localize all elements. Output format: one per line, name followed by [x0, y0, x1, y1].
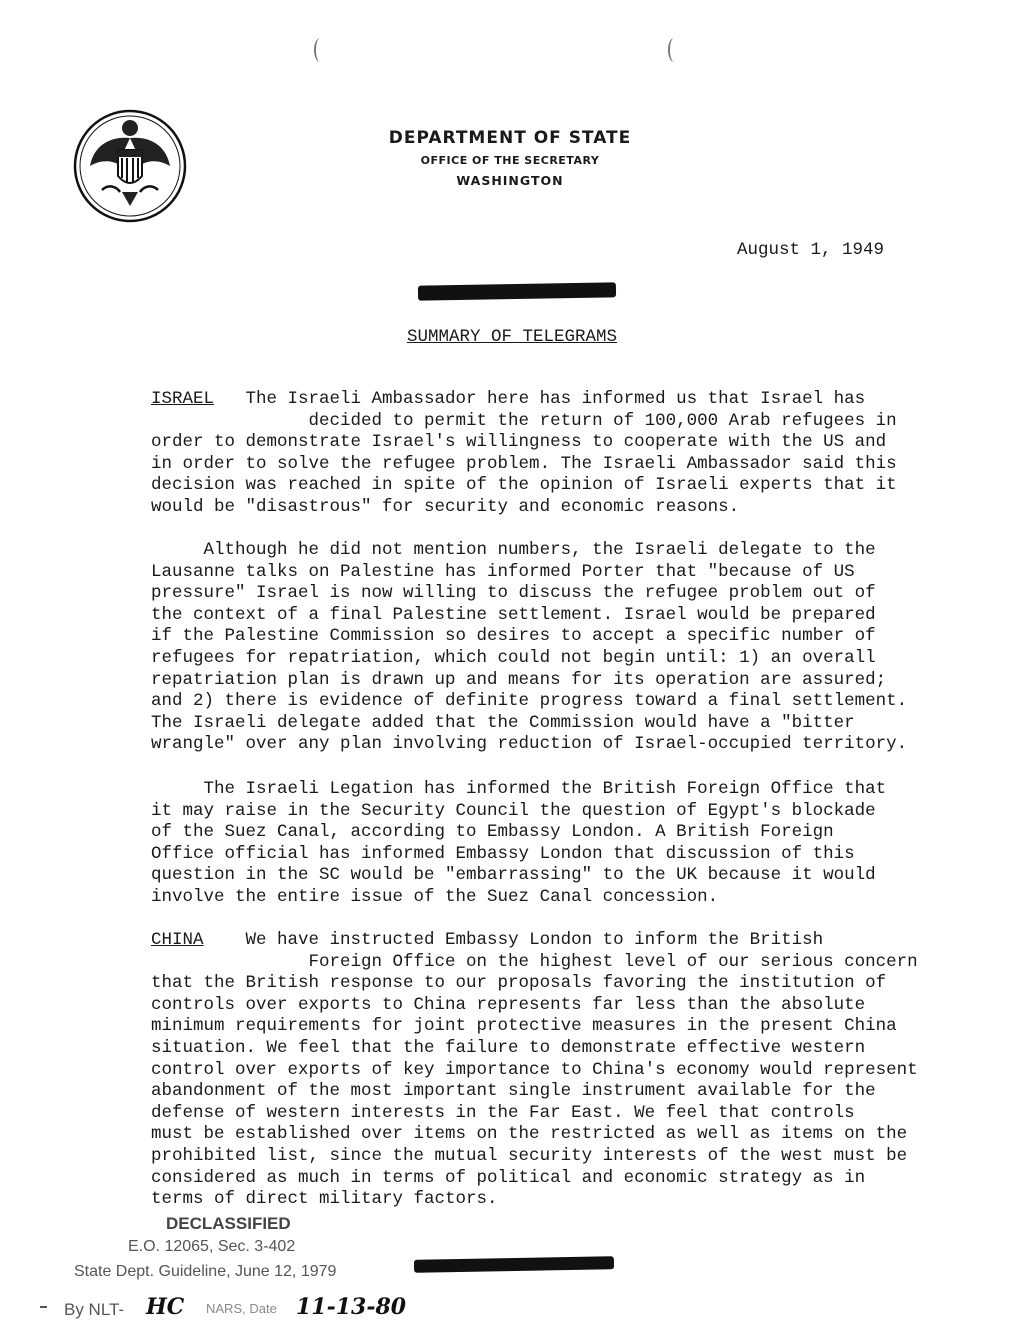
document-title: SUMMARY OF TELEGRAMS: [407, 327, 618, 347]
office-name: OFFICE OF THE SECRETARY: [420, 154, 600, 167]
redacted-classification-top: [418, 282, 616, 300]
declassification-guideline: State Dept. Guideline, June 12, 1979: [74, 1263, 337, 1280]
authorization-by: By NLT-: [64, 1300, 125, 1319]
declassification-order: E.O. 12065, Sec. 3-402: [128, 1238, 296, 1255]
edge-mark-right: [668, 38, 680, 62]
china-paragraph-1-body: Foreign Office on the highest level of our serious concern that the British response to our proposals favoring the institution of controls over exports to China represents far less than the absolute minimum requirements for joint protective measures in the present China situation. We feel that the failure to demonstrate effective western control over exports of key importance to China's economy would represent abandonment of the most important single instrument available for the defense of western interests in the Far East. We feel that controls must be established over items on the restricted as well as items on the prohibited list, since the mutual security interests of the west must be considered as much in terms of political and economic strategy as in terms of direct military factors.: [151, 951, 918, 1210]
authorization-initials: HC: [146, 1294, 185, 1320]
eagle-seal-icon: [72, 108, 188, 224]
israel-paragraph-2: Although he did not mention numbers, the Israeli delegate to the Lausanne talks on Palestine has informed Porter that "because of US pressure" Israel is now willing to discuss the refugee problem out of the context of a final Palestine settlement. Israel would be prepared if the Palestine Commission so desires to accept a specific number of refugees for repatriation, which could not begin until: 1) an overall repatriation plan is drawn up and means for its operation are assured; and 2) there is evidence of definite progress toward a final settlement. The Israeli delegate added that the Commission would have a "bitter wrangle" over any plan involving reduction of Israel-occupied territory.: [151, 540, 908, 755]
china-paragraph-1: [151, 930, 941, 1211]
israel-paragraph-3: The Israeli Legation has informed the British Foreign Office that it may raise in the Security Council the question of Egypt's blockade of the Suez Canal, according to Embassy London. A British Foreign Office official has informed Embassy London that discussion of this question in the SC would be "embarrassing" to the UK because it would involve the entire issue of the Suez Canal concession.: [151, 779, 887, 907]
declassified-label: DECLASSIFIED: [166, 1214, 291, 1233]
letterhead: [330, 128, 690, 188]
handwritten-date: 11-13-80: [296, 1294, 407, 1320]
section-heading-israel: ISRAEL: [151, 389, 215, 409]
nars-date-label: NARS, Date: [206, 1301, 277, 1316]
redacted-classification-bottom: [414, 1256, 614, 1272]
israel-paragraph-1-body: decided to permit the return of 100,000 Arab refugees in order to demonstrate Israel's willingness to cooperate with the US and in order to solve the refugee problem. The Israeli Ambassador said this decision was reached in spite of the opinion of Israeli experts that it would be "disastrous" for security and economic reasons.: [151, 410, 897, 517]
edge-mark-left: [314, 38, 326, 62]
israel-paragraph-1-first-line: The Israeli Ambassador here has informed us that Israel has: [214, 389, 866, 409]
israel-paragraph-1: [151, 389, 941, 519]
department-name: DEPARTMENT OF STATE: [388, 128, 632, 148]
city-name: WASHINGTON: [456, 173, 564, 188]
section-heading-china: CHINA: [151, 930, 204, 950]
china-paragraph-1-first-line: We have instructed Embassy London to inform the British: [203, 930, 824, 950]
document-date: August 1, 1949: [737, 240, 885, 260]
margin-dash-mark: [40, 1306, 47, 1308]
